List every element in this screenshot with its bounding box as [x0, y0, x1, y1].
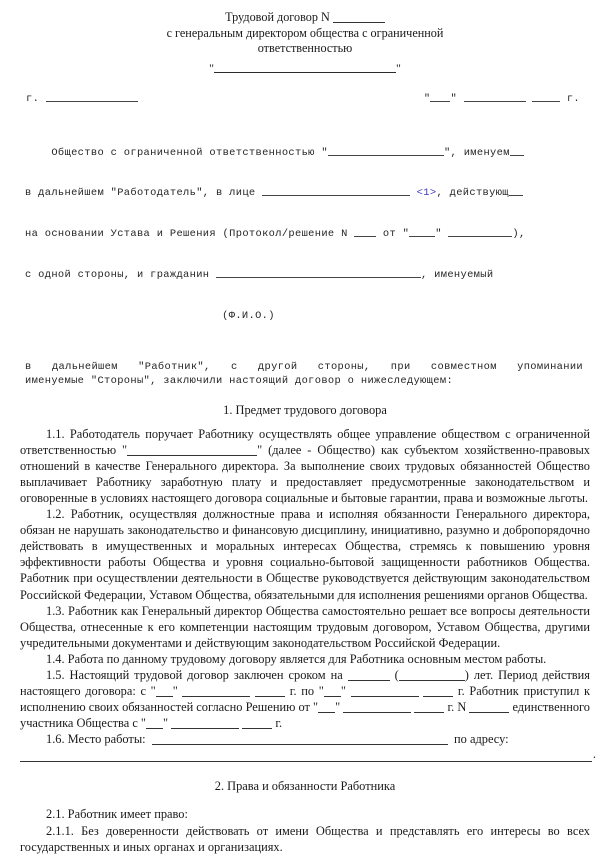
preamble-text-1a: Общество с ограниченной ответственностью [51, 146, 322, 159]
preamble-text-2b: , действующ [436, 187, 509, 200]
decision-month-blank[interactable] [343, 712, 411, 713]
title-line-3: ответственностью [257, 41, 353, 55]
section-2-body [18, 796, 592, 854]
date-year-suffix: г. [566, 92, 580, 105]
end-year-blank[interactable] [423, 696, 453, 697]
contract-preamble-tail [18, 360, 592, 388]
employee-fio-blank[interactable] [216, 277, 421, 278]
employer-name-blank[interactable] [328, 155, 444, 156]
clause-1-5-text-a: 1.5. Настоящий трудовой договор заключен сроком на [46, 668, 348, 682]
participant-year-blank[interactable] [242, 728, 272, 729]
clause-1-5-text-h: " [335, 700, 344, 715]
preamble-text-1b: ", именуем [443, 146, 510, 159]
preamble-text-2a: в дальнейшем "Работодатель", в лице [25, 187, 263, 200]
clause-1-1-text-b: " (далее - Общество) как субъектом хозяйственно-правовых отношений в качестве Генерального директора. За выполнение своих трудовых обязанностей Общество выплачивает Работнику заработную плату и предоставляет предусмотренные законодательством и оговоренные в условиях настоящего договора социальные и бытовые гарантии, права и возможные льготы. [20, 442, 590, 505]
date-quote-close: " [450, 92, 458, 105]
participant-month-blank[interactable] [171, 728, 239, 729]
clause-2-1: 2.1. Работник имеет право: [46, 807, 188, 822]
preamble-line-5: в дальнейшем "Работник", с другой стороны, при совместном упоминании [25, 360, 583, 373]
end-month-blank[interactable] [351, 696, 419, 697]
clause-1-1-text-a: 1.1. Работодатель поручает Работнику осуществлять общее управление обществом с ограниченной ответственностью " [20, 426, 590, 457]
protocol-number-blank[interactable] [354, 236, 376, 237]
representative-blank[interactable] [262, 195, 410, 196]
gender-ending-blank-1[interactable] [510, 155, 524, 156]
clause-1-5-text-b: ( [389, 668, 399, 682]
clause-1-5-text-k: " [163, 716, 172, 731]
clause-1-2: 1.2. Работник, осуществляя должностные права и исполняя обязанности Генерального директора, обязан не нарушать законодательство и финансовую дисциплину, инициативно, разумно и добропорядочно действовать в имущественных и моральных интересах Общества, стремясь к повышению уровня эффективности работы Общества и уровня социально-бытовой защищенности работников Общества. Работник при осуществлении деятельности в Обществе руководствуется действующим законодательством Российской Федерации, Уставом Общества, обязательными для исполнения решениями органов Общества. [20, 507, 590, 602]
title-text-1: Трудовой договор N [225, 10, 333, 24]
clause-1-5-text-e: г. по " [285, 684, 324, 699]
clause-1-5-text-i: г. N [444, 700, 470, 715]
start-day-blank[interactable] [156, 696, 173, 697]
section-1-heading: 1. Предмет трудового договора [223, 402, 387, 417]
footnote-ref-1[interactable]: <1> [416, 187, 437, 200]
preamble-text-3d: ), [512, 228, 526, 241]
title-line-2: с генеральным директором общества с ограниченной [166, 25, 444, 40]
preamble-line-2 [25, 187, 592, 201]
preamble-line-6: именуемые "Стороны", заключили настоящий договор о нижеследующем: [25, 374, 454, 387]
preamble-text-3b: от " [376, 228, 410, 241]
clause-1-1 [20, 426, 590, 506]
term-years-words-blank[interactable] [399, 680, 465, 681]
clause-1-5-text-d: " [172, 684, 183, 699]
preamble-line-1: Общество с ограниченной ответственностью " ", именуем [25, 147, 592, 161]
clause-2-1-1: 2.1.1. Без доверенности действовать от имени Общества и представлять его интересы во всех государственных и иных органах и организациях. [20, 823, 590, 854]
section-1-body [18, 420, 596, 763]
clause-1-5-text-g: г. Работник приступил к исполнению своих обязанностей согласно Решению от " [20, 684, 591, 715]
company-name-blank[interactable] [214, 61, 396, 73]
workplace-blank[interactable] [152, 744, 448, 745]
preamble-text-4b: , именуемый [420, 269, 494, 282]
city-date-row [18, 92, 592, 106]
protocol-day-blank[interactable] [409, 236, 435, 237]
quote-open: " [209, 60, 214, 75]
end-day-blank[interactable] [324, 696, 341, 697]
clause-1-4: 1.4. Работа по данному трудовому договору является для Работника основным местом работы. [46, 651, 547, 666]
preamble-text-3a: на основании Устава и Решения (Протокол/решение N [25, 228, 355, 241]
clause-1-6-text-b: по адресу: [454, 732, 509, 747]
date-month-blank[interactable] [464, 101, 526, 102]
date-field [424, 92, 592, 106]
preamble-text-4a: с одной стороны, и гражданин [25, 269, 216, 282]
preamble-line-3 [25, 228, 592, 242]
clause-1-5-text-l: г. [272, 716, 283, 731]
clause-1-5-text-f: " [340, 684, 351, 699]
fio-caption: (Ф.И.О.) [222, 309, 275, 322]
clause-1-6-text-a: 1.6. Место работы: [46, 732, 146, 747]
preamble-line-4 [25, 269, 592, 283]
clause-1-5-text-c: ) лет. Период действия настоящего договора: с " [20, 668, 590, 699]
section-2-heading: 2. Права и обязанности Работника [214, 779, 396, 794]
clause-1-6 [20, 731, 590, 747]
contract-number-blank[interactable] [333, 22, 385, 23]
start-year-blank[interactable] [255, 696, 285, 697]
participant-day-blank[interactable] [146, 728, 163, 729]
date-quote-open: " [423, 92, 431, 105]
start-month-blank[interactable] [182, 696, 250, 697]
city-label: г. [26, 92, 40, 105]
date-year-blank[interactable] [532, 101, 560, 102]
date-day-blank[interactable] [430, 101, 450, 102]
contract-preamble [18, 120, 592, 351]
clause-1-1-company-blank[interactable] [127, 455, 257, 456]
term-years-blank[interactable] [348, 680, 390, 681]
quote-close: " [396, 60, 401, 75]
city-field [18, 92, 138, 106]
workplace-address-blank[interactable] [20, 748, 592, 762]
preamble-text-3c: " [435, 228, 449, 241]
clause-1-3: 1.3. Работник как Генеральный директор Общества самостоятельно решает все вопросы деятельности Общества, отнесенные к его компетенции настоящим трудовым договором, Уставом Общества, другими учредительными документами и действующим законодательством Российской Федерации. [20, 603, 590, 650]
decision-year-blank[interactable] [414, 712, 444, 713]
city-blank[interactable] [46, 101, 138, 102]
spacer-2 [20, 796, 590, 806]
decision-day-blank[interactable] [318, 712, 335, 713]
protocol-month-blank[interactable] [448, 236, 512, 237]
gender-ending-blank-2[interactable] [509, 195, 523, 196]
workplace-address-row [20, 747, 596, 762]
document-title-block [18, 10, 592, 57]
clause-1-5-text-j: единственного участника Общества с " [20, 700, 590, 731]
clause-1-5 [20, 667, 590, 731]
company-name-row [18, 61, 592, 75]
decision-number-blank[interactable] [469, 712, 509, 713]
title-line-1 [18, 10, 592, 26]
workplace-address-period: . [592, 747, 596, 762]
